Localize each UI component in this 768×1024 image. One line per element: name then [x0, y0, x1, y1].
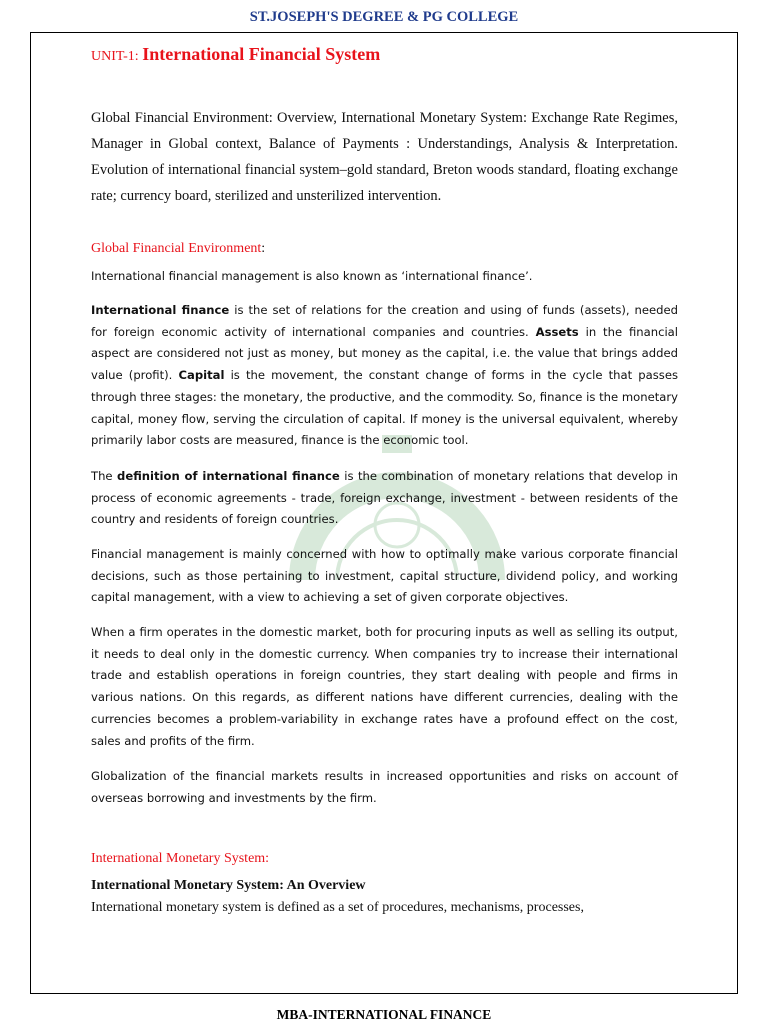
text-run: is the combination of monetary relations that develop in process of economic agreements - trade, foreign exchange, investment - between residents of the country and residents of foreign countries. [91, 469, 678, 527]
section-heading-global-financial-environment [91, 241, 265, 257]
bold-term: Capital [178, 368, 225, 383]
section-heading-text: Global Financial Environment [91, 241, 262, 256]
text-run: in the financial aspect are considered not just as money, but money as the capital, i.e. the value that brings added value (profit). [91, 324, 678, 383]
text-run: is the set of relations for the creation and using of funds (assets), needed for foreign economic activity of international companies and countries. [91, 303, 678, 339]
paragraph-globalization: Globalization of the financial markets results in increased opportunities and risks on account of overseas borrowing and investments by the firm. [91, 769, 678, 805]
text-run: is the movement, the constant change of forms in the cycle that passes through three stages: the monetary, the productive, and the commodity. So, finance is the monetary capital, money flow, serving the circulation of capital. If money is the universal equivalent, whereby primarily labor costs are measured, finance is the economic tool. [91, 368, 678, 448]
section-heading-international-monetary-system: International Monetary System: [91, 851, 270, 866]
unit-prefix: UNIT-1: [91, 49, 143, 64]
paragraph-intro: International financial management is also known as ‘international finance’. [91, 269, 533, 283]
unit-heading [91, 44, 380, 65]
paragraph-monetary-system-definition: International monetary system is defined as a set of procedures, mechanisms, processes, [91, 900, 584, 915]
section-heading-colon: : [261, 241, 266, 256]
bold-term: definition of international finance [117, 469, 340, 483]
bold-term: Assets [535, 324, 579, 339]
bold-term: International finance [91, 303, 230, 317]
page-footer: MBA-INTERNATIONAL FINANCE [276, 1007, 492, 1022]
subheading-overview: International Monetary System: An Overview [91, 878, 366, 893]
unit-title: International Financial System [142, 44, 381, 64]
paragraph-definition [91, 466, 678, 531]
syllabus-paragraph: Global Financial Environment: Overview, International Monetary System: Exchange Rate Regimes, Manager in Global context, Balance of Payments : Understandings, Analysis & Interpretation. Evolution of international financial system–gold standard, Breton woods standard, floating exchange rate; currency board, sterilized and unsterilized intervention. [91, 110, 678, 204]
paragraph-domestic-market: When a firm operates in the domestic market, both for procuring inputs as well as selling its output, it needs to deal only in the domestic currency. When companies try to increase their international trade and establish operations in foreign countries, they start dealing with people and firms in various nations. On this regards, as different nations have different currencies, dealing with the currencies becomes a problem-variability in exchange rates have a profound effect on the cost, sales and profits of the firm. [91, 625, 678, 748]
paragraph-international-finance [91, 300, 678, 452]
text-run: The [91, 469, 118, 483]
page-header: ST.JOSEPH'S DEGREE & PG COLLEGE [249, 9, 519, 25]
paragraph-financial-management: Financial management is mainly concerned with how to optimally make various corporate financial decisions, such as those pertaining to investment, capital structure, dividend policy, and working capital management, with a view to achieving a set of given corporate objectives. [91, 547, 678, 605]
